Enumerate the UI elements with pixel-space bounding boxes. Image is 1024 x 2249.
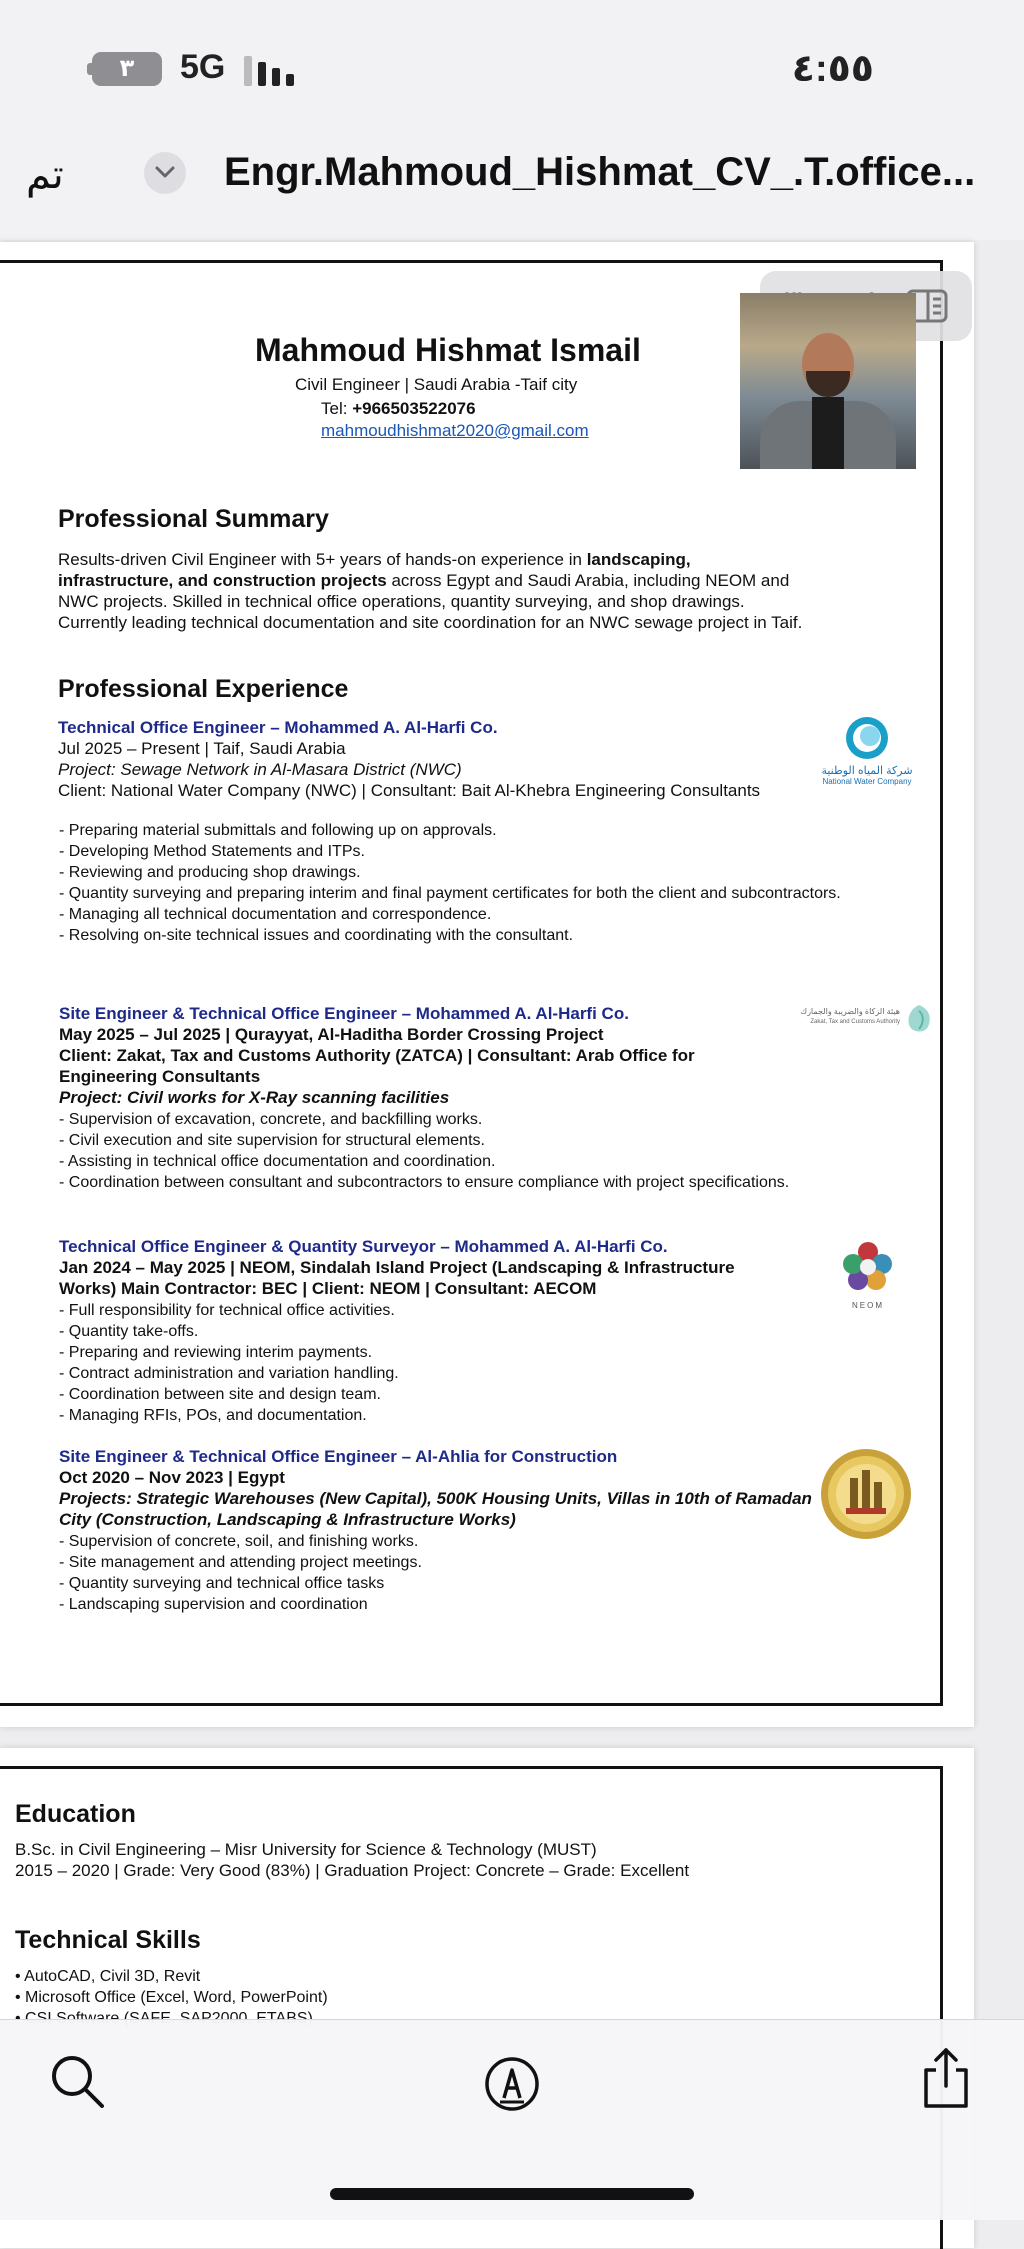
- summary-paragraph: [58, 549, 858, 633]
- list-item: - Preparing and reviewing interim payments.: [59, 1344, 373, 1361]
- phone-number[interactable]: +966503522076: [352, 399, 476, 418]
- share-icon[interactable]: [920, 2046, 972, 2110]
- cv-phone: [321, 399, 476, 419]
- list-item: - Preparing material submittals and following up on approvals.: [59, 822, 497, 839]
- summary-bold-1: landscaping,: [586, 550, 691, 569]
- list-item: - Managing RFIs, POs, and documentation.: [59, 1407, 367, 1424]
- home-indicator[interactable]: [330, 2188, 694, 2200]
- list-item: - Site management and attending project meetings.: [59, 1554, 422, 1571]
- list-item: - Landscaping supervision and coordination: [59, 1596, 368, 1613]
- job-1-client: Client: National Water Company (NWC) | Consultant: Bait Al-Khebra Engineering Consultants: [58, 781, 761, 800]
- summary-text-1: Results-driven Civil Engineer with 5+ years of hands-on experience in: [58, 550, 587, 569]
- chevron-down-icon: [154, 164, 176, 180]
- list-item: • Microsoft Office (Excel, Word, PowerPoint): [15, 1989, 328, 2006]
- phone-label: Tel:: [321, 399, 353, 418]
- job-4-date: Oct 2020 – Nov 2023 | Egypt: [59, 1468, 285, 1487]
- education-heading: Education: [15, 1800, 136, 1828]
- list-item: - Managing all technical documentation and correspondence.: [59, 906, 492, 923]
- cv-email-link[interactable]: mahmoudhishmat2020@gmail.com: [321, 421, 589, 440]
- list-item: - Quantity take-offs.: [59, 1323, 199, 1340]
- list-item: - Assisting in technical office documentation and coordination.: [59, 1153, 496, 1170]
- list-item: - Civil execution and site supervision for structural elements.: [59, 1132, 485, 1149]
- zatca-logo: [780, 1003, 935, 1037]
- summary-text-4: Currently leading technical documentation and site coordination for an NWC sewage project in Taif.: [58, 613, 803, 632]
- job-2-client-2: Engineering Consultants: [59, 1067, 261, 1086]
- job-3-date-2: Works) Main Contractor: BEC | Client: NEOM | Consultant: AECOM: [59, 1279, 597, 1298]
- zatca-logo-ar: هيئة الزكاة والضريبة والجمارك: [800, 1007, 900, 1016]
- document-title[interactable]: Engr.Mahmoud_Hishmat_CV_.T.office...: [224, 150, 976, 194]
- zatca-logo-en: Zakat, Tax and Customs Authority: [810, 1019, 900, 1025]
- job-2-bullets: [59, 1109, 849, 1193]
- nwc-logo-en: National Water Company: [822, 777, 912, 786]
- list-item: - Full responsibility for technical office activities.: [59, 1302, 395, 1319]
- education-line-2: 2015 – 2020 | Grade: Very Good (83%) | Graduation Project: Concrete – Grade: Excellent: [15, 1861, 690, 1880]
- job-1-title: Technical Office Engineer – Mohammed A. Al-Harfi Co.: [58, 718, 498, 737]
- nwc-logo-ar: شركة المياه الوطنية: [821, 765, 913, 777]
- list-item: - Coordination between consultant and subcontractors to ensure compliance with project specifications.: [59, 1174, 790, 1191]
- job-3-bullets: [59, 1300, 849, 1426]
- list-item: - Resolving on-site technical issues and coordinating with the consultant.: [59, 927, 574, 944]
- list-item: - Contract administration and variation handling.: [59, 1365, 399, 1382]
- search-icon[interactable]: [50, 2054, 106, 2110]
- job-2-client-1: Client: Zakat, Tax and Customs Authority (ZATCA) | Consultant: Arab Office for: [59, 1046, 695, 1065]
- list-item: - Supervision of excavation, concrete, and backfilling works.: [59, 1111, 483, 1128]
- title-menu-button[interactable]: [144, 152, 186, 194]
- job-2-date: May 2025 – Jul 2025 | Qurayyat, Al-Haditha Border Crossing Project: [59, 1025, 604, 1044]
- list-item: - Reviewing and producing shop drawings.: [59, 864, 361, 881]
- network-type: 5G: [180, 48, 226, 86]
- list-item: - Supervision of concrete, soil, and finishing works.: [59, 1533, 419, 1550]
- job-3-title: Technical Office Engineer & Quantity Surveyor – Mohammed A. Al-Harfi Co.: [59, 1237, 668, 1256]
- neom-logo: [838, 1240, 898, 1312]
- summary-text-2: across Egypt and Saudi Arabia, including NEOM and: [386, 571, 790, 590]
- done-button[interactable]: تم: [26, 153, 64, 197]
- summary-text-3: NWC projects. Skilled in technical office operations, quantity surveying, and shop drawings.: [58, 592, 745, 611]
- job-4-project-2: City (Construction, Landscaping & Infrastructure Works): [59, 1510, 516, 1529]
- summary-heading: Professional Summary: [58, 505, 329, 533]
- list-item: • AutoCAD, Civil 3D, Revit: [15, 1968, 201, 1985]
- job-1-bullets: [59, 820, 849, 946]
- job-4-project-1: Projects: Strategic Warehouses (New Capital), 500K Housing Units, Villas in 10th of Ramadan: [59, 1489, 812, 1508]
- job-1-date: Jul 2025 – Present | Taif, Saudi Arabia: [58, 739, 346, 758]
- battery-indicator: ٣: [92, 52, 162, 86]
- job-2-project: Project: Civil works for X-Ray scanning facilities: [59, 1088, 450, 1107]
- status-bar: [0, 0, 1024, 130]
- nav-bar: [0, 130, 1024, 240]
- job-4-bullets: [59, 1531, 849, 1615]
- list-item: - Coordination between site and design team.: [59, 1386, 381, 1403]
- list-item: - Developing Method Statements and ITPs.: [59, 843, 365, 860]
- skills-heading: Technical Skills: [15, 1926, 201, 1954]
- education-line-1: B.Sc. in Civil Engineering – Misr University for Science & Technology (MUST): [15, 1840, 597, 1859]
- nwc-logo: [812, 716, 922, 796]
- summary-bold-2: infrastructure, and construction projects: [58, 571, 387, 590]
- job-2-title: Site Engineer & Technical Office Engineer – Mohammed A. Al-Harfi Co.: [59, 1004, 629, 1023]
- profile-photo: [740, 293, 916, 469]
- list-item: - Quantity surveying and preparing interim and final payment certificates for both the client and subcontractors.: [59, 885, 841, 902]
- neom-logo-text: NEOM: [852, 1301, 884, 1310]
- cv-name: Mahmoud Hishmat Ismail: [255, 332, 641, 368]
- signal-icon: [244, 52, 304, 86]
- experience-heading: Professional Experience: [58, 675, 349, 703]
- cv-subtitle: Civil Engineer | Saudi Arabia -Taif city: [295, 375, 578, 394]
- markup-icon[interactable]: [484, 2056, 540, 2112]
- job-1-project: Project: Sewage Network in Al-Masara District (NWC): [58, 760, 462, 779]
- clock: ٤:٥٥: [791, 48, 874, 90]
- al-ahlia-logo: [820, 1448, 912, 1540]
- job-4-title: Site Engineer & Technical Office Engineer – Al-Ahlia for Construction: [59, 1447, 618, 1466]
- job-3-date-1: Jan 2024 – May 2025 | NEOM, Sindalah Island Project (Landscaping & Infrastructure: [59, 1258, 735, 1277]
- list-item: - Quantity surveying and technical office tasks: [59, 1575, 385, 1592]
